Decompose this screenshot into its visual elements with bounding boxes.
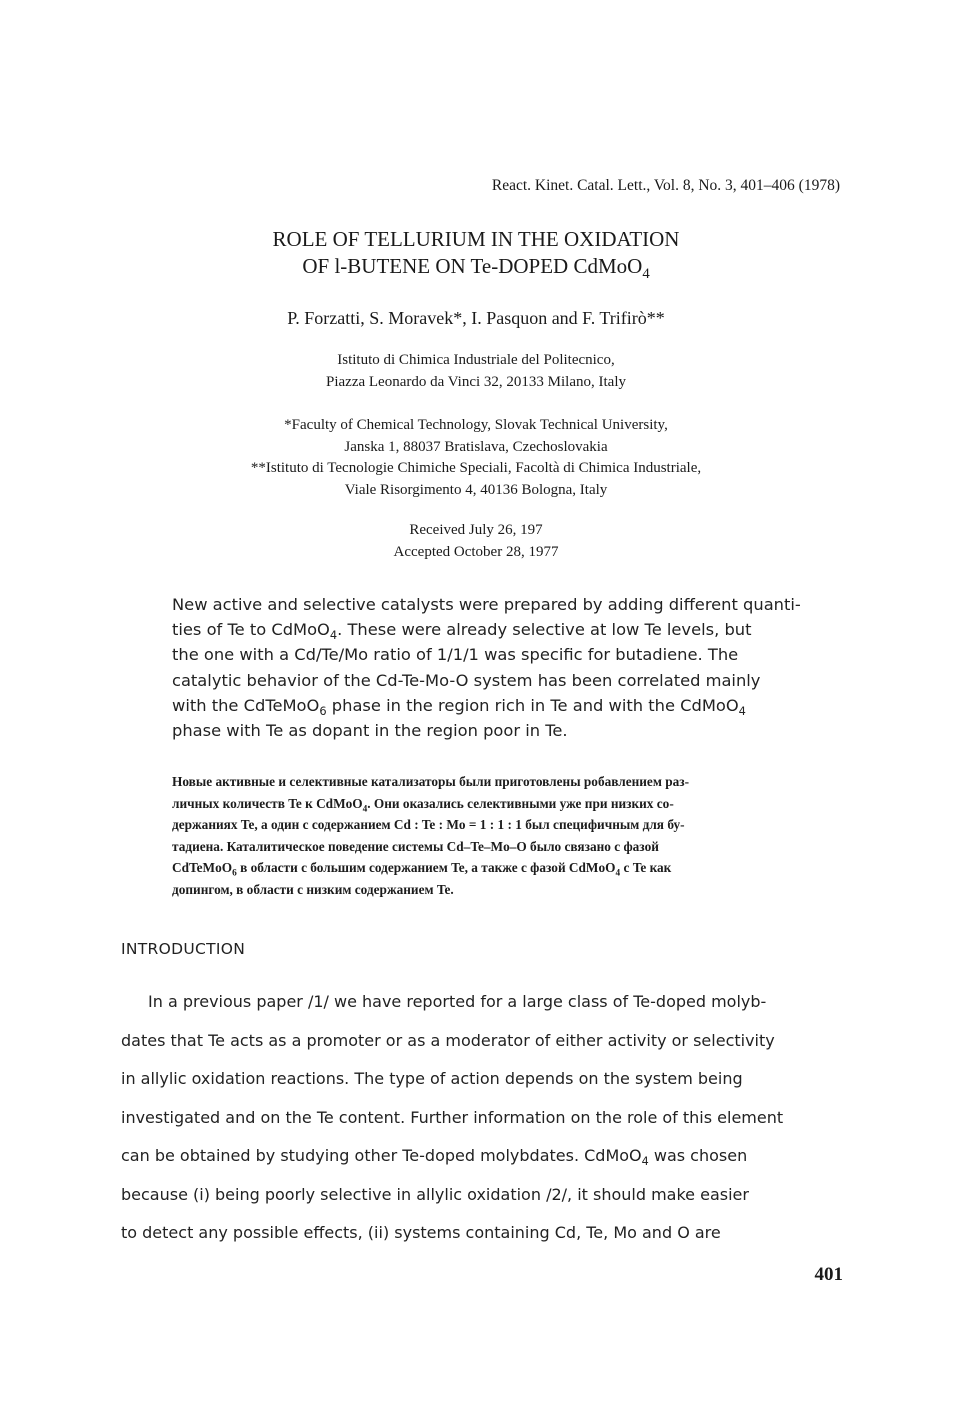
affiliation-secondary <box>0 415 952 501</box>
abstract-ru-line: личных количеств Te к CdMoO$_4$. Они оказались селективными уже при низких со- <box>172 795 674 814</box>
body-line: dates that Te acts as a promoter or as a moderator of either activity or selectivity <box>121 1030 775 1050</box>
abstract-english <box>172 592 842 743</box>
submission-dates <box>0 519 952 563</box>
affiliation-line: Piazza Leonardo da Vinci 32, 20133 Milano, Italy <box>326 373 626 390</box>
abstract-ru-line: CdTeMoO$_6$ в области с большим содержанием Te, а также с фазой CdMoO$_4$ с Te как <box>172 860 672 879</box>
paper-title <box>0 226 952 283</box>
affiliation-line: Istituto di Chimica Industriale del Politecnico, <box>337 352 615 368</box>
author-list: P. Forzatti, S. Moravek*, I. Pasquon and F. Trifirò** <box>287 308 665 328</box>
abstract-line: New active and selective catalysts were prepared by adding different quanti- <box>172 595 801 614</box>
accepted-date: Accepted October 28, 1977 <box>393 544 559 560</box>
affiliation-line: Viale Risorgimento 4, 40136 Bologna, Italy <box>344 481 608 498</box>
abstract-ru-line: допингом, в области с низким содержанием Te. <box>172 881 454 897</box>
affiliation-main <box>0 350 952 393</box>
body-line: In a previous paper /1/ we have reported for a large class of Te-doped molyb- <box>148 992 767 1011</box>
affiliation-line: *Faculty of Chemical Technology, Slovak Technical University, <box>284 417 668 433</box>
abstract-line: catalytic behavior of the Cd-Te-Mo-O system has been correlated mainly <box>172 670 761 690</box>
abstract-line: ties of Te to CdMoO$_4$. These were already selective at low Te levels, but <box>172 620 752 643</box>
body-line: to detect any possible effects, (ii) systems containing Cd, Te, Mo and O are <box>121 1223 721 1242</box>
affiliation-line: Janska 1, 88037 Bratislava, Czechoslovakia <box>344 438 608 455</box>
body-line: investigated and on the Te content. Further information on the role of this element <box>121 1107 784 1127</box>
affiliation-line: **Istituto di Tecnologie Chimiche Speciali, Facoltà di Chimica Industriale, <box>250 460 702 476</box>
abstract-ru-line: Новые активные и селективные катализаторы были приготовлены робавлением раз- <box>172 774 690 789</box>
abstract-line: with the CdTeMoO$_6$ phase in the region rich in Te and with the CdMoO$_4$ <box>172 695 746 718</box>
journal-reference: React. Kinet. Catal. Lett., Vol. 8, No. 3, 401–406 (1978) <box>491 177 840 194</box>
abstract-line: phase with Te as dopant in the region poor in Te. <box>172 721 568 741</box>
abstract-ru-line: держаниях Te, а один с содержанием Cd : Te : Mo = 1 : 1 : 1 был специфичным для бу- <box>172 817 685 833</box>
body-line: because (i) being poorly selective in allylic oxidation /2/, it should make easier <box>121 1184 749 1204</box>
received-date: Received July 26, 197 <box>409 522 543 538</box>
title-line-2: OF l-BUTENE ON Te-DOPED CdMoO$_4$ <box>302 254 650 283</box>
introduction-body <box>121 983 843 1253</box>
section-heading-introduction: INTRODUCTION <box>121 940 246 958</box>
body-line: can be obtained by studying other Te-doped molybdates. CdMoO$_4$ was chosen <box>121 1146 748 1168</box>
abstract-ru-line: тадиена. Каталитическое поведение системы Cd–Te–Mo–O было связано с фазой <box>172 838 659 854</box>
title-line-1: ROLE OF TELLURIUM IN THE OXIDATION <box>272 227 680 251</box>
page-number: 401 <box>814 1264 843 1285</box>
body-line: in allylic oxidation reactions. The type of action depends on the system being <box>121 1069 743 1088</box>
abstract-russian <box>172 771 842 901</box>
abstract-line: the one with a Cd/Te/Mo ratio of 1/1/1 was specific for butadiene. The <box>172 645 739 665</box>
